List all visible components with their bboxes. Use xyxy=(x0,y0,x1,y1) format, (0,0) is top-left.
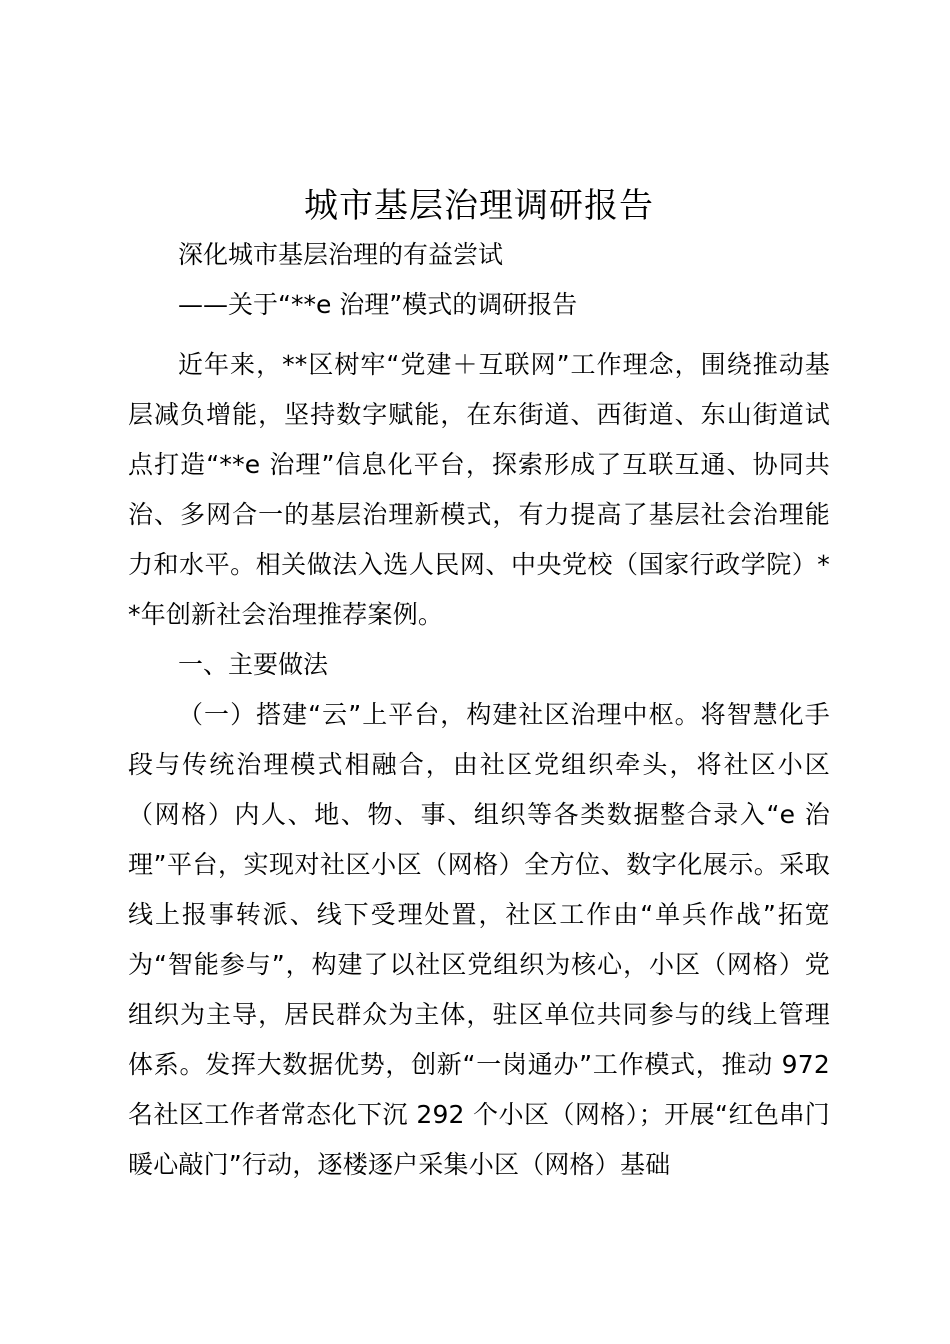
document-body xyxy=(128,340,830,1190)
paragraph-cloud-platform: （一）搭建“云”上平台，构建社区治理中枢。将智慧化手段与传统治理模式相融合，由社区党组织牵头，将社区小区（网格）内人、地、物、事、组织等各类数据整合录入“e 治理”平台，实现对社区小区（网格）全方位、数字化展示。采取线上报事转派、线下受理处置，社区工作由“单兵作战”拓宽为“智能参与”，构建了以社区党组织为核心，小区（网格）党组织为主导，居民群众为主体，驻区单位共同参与的线上管理体系。发挥大数据优势，创新“一岗通办”工作模式，推动 972 名社区工作者常态化下沉 292 个小区（网格）；开展“红色串门 暖心敲门”行动，逐楼逐户采集小区（网格）基础 xyxy=(128,700,830,1179)
document-title: 城市基层治理调研报告 xyxy=(304,186,654,226)
paragraph-intro: 近年来，**区树牢“党建＋互联网”工作理念，围绕推动基层减负增能，坚持数字赋能，在东街道、西街道、东山街道试点打造“**e 治理”信息化平台，探索形成了互联互通、协同共治、多网合一的基层治理新模式，有力提高了基层社会治理能力和水平。相关做法入选人民网、中央党校（国家行政学院）**年创新社会治理推荐案例。 xyxy=(128,350,830,629)
document-subtitle-2: ——关于“**e 治理”模式的调研报告 xyxy=(178,290,578,319)
document-subtitle-1: 深化城市基层治理的有益尝试 xyxy=(178,240,504,269)
section-heading-main-practices: 一、主要做法 xyxy=(178,650,329,679)
